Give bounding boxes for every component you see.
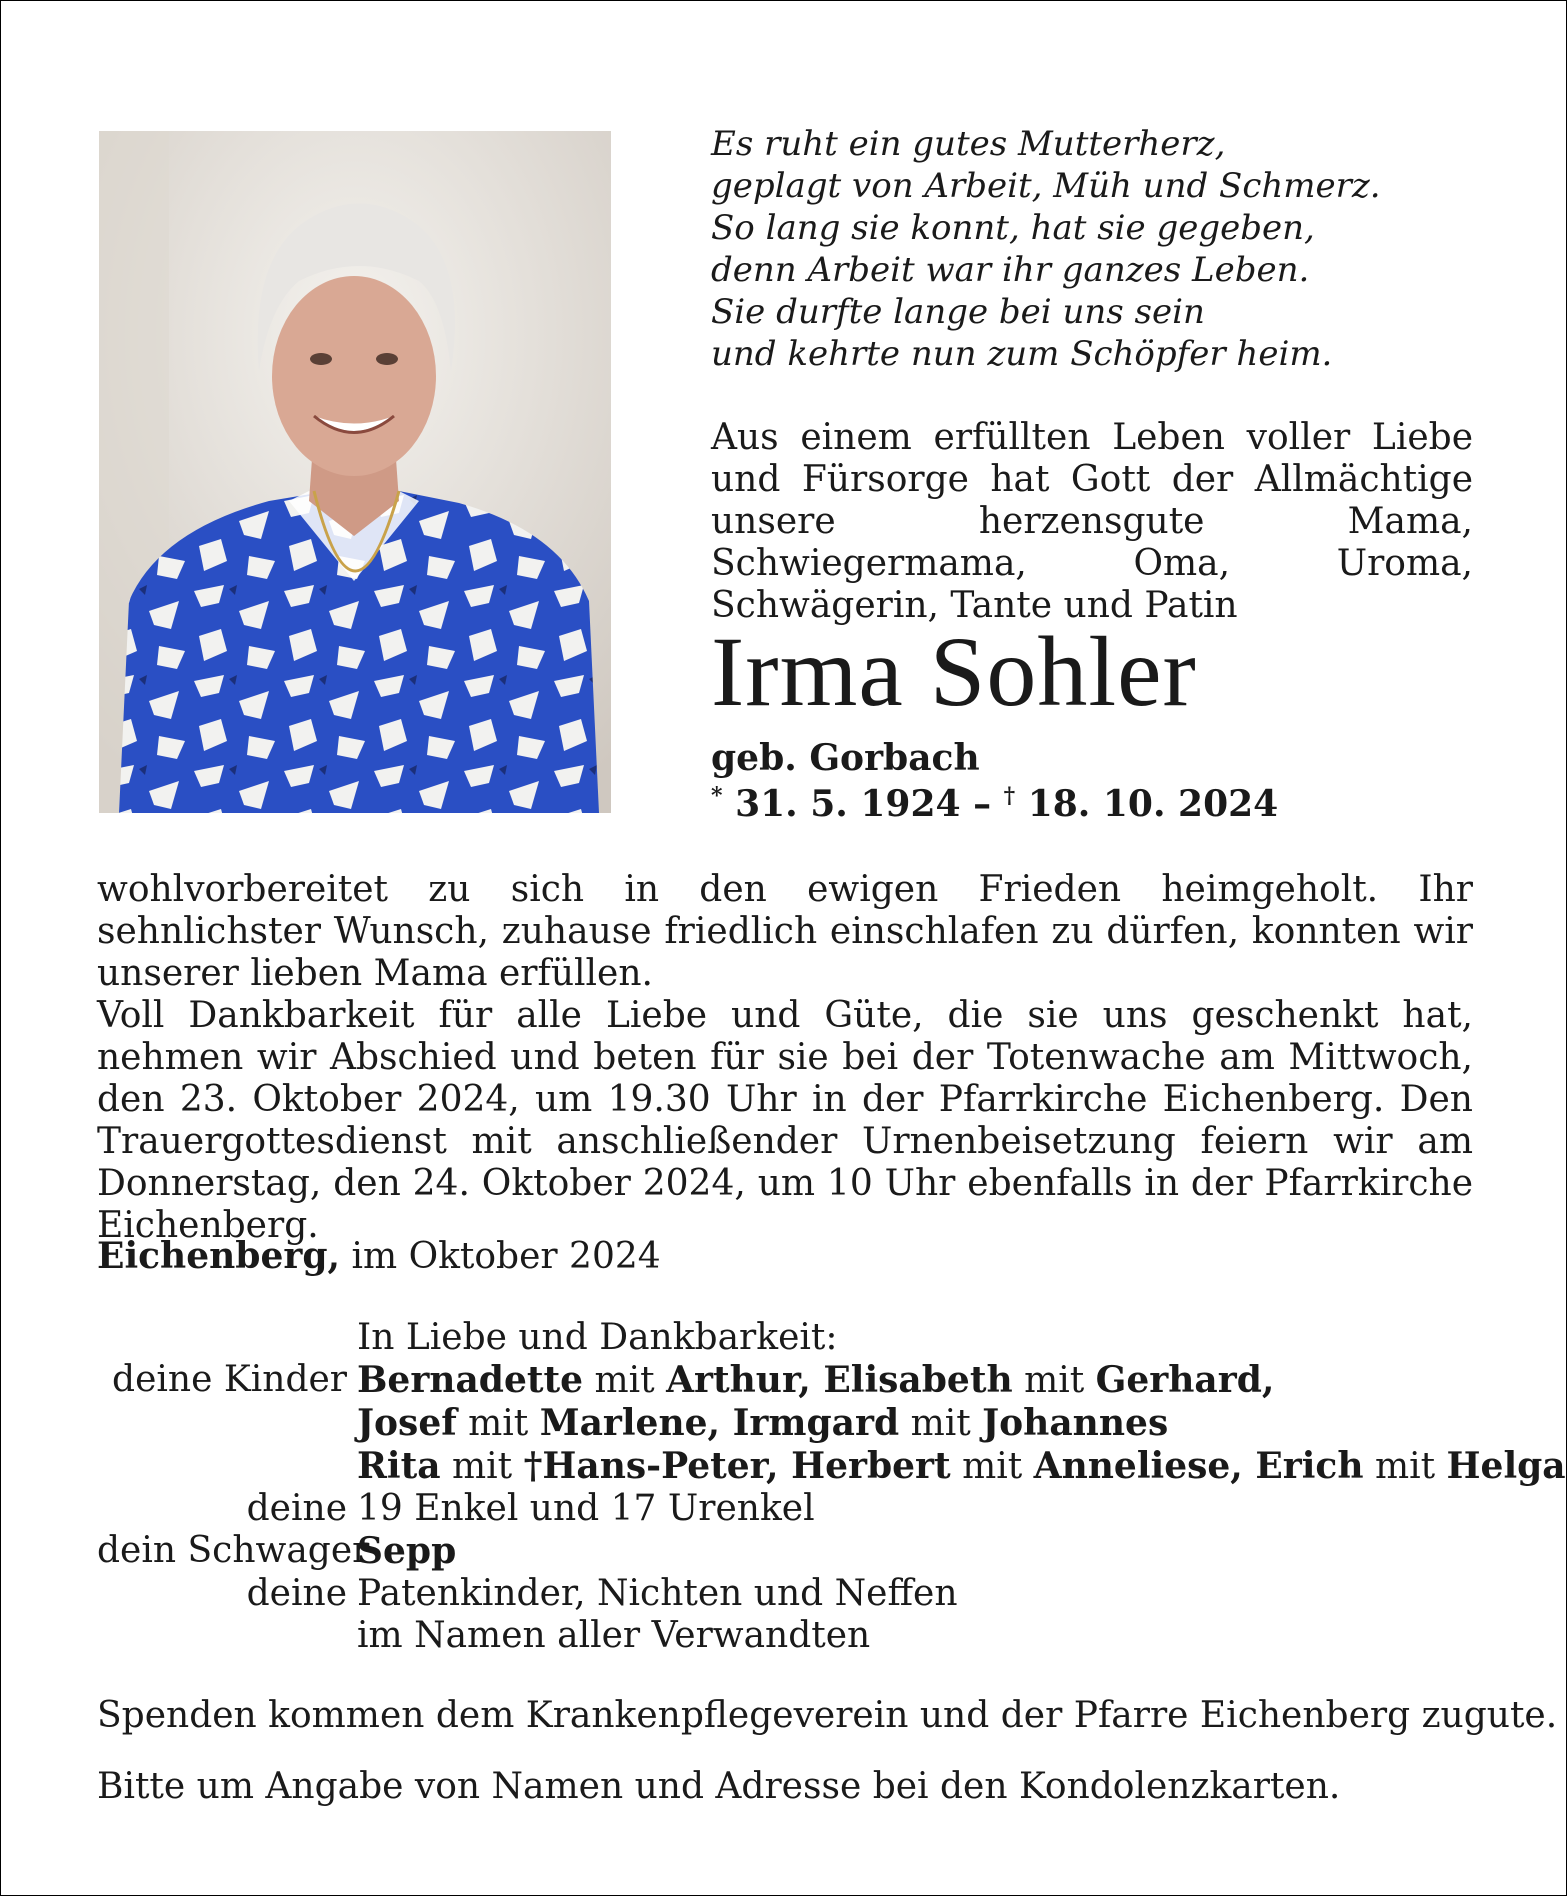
grandchildren-label: deine [246,1488,347,1529]
mourner-name: Arthur, Elisabeth [666,1359,1013,1401]
connector: mit [899,1403,983,1444]
birth-name: geb. Gorbach [711,737,980,779]
portrait-photo [99,131,611,813]
condolence-note: Bitte um Angabe von Namen und Adresse bei den Kondolenzkarten. [97,1766,1341,1807]
relatives-line: im Namen aller Verwandten [357,1615,871,1656]
poem-line: So lang sie konnt, hat sie gegeben, [711,208,1315,248]
brother-in-law-value [357,1530,456,1573]
place-date [97,1235,661,1278]
mourner-name: Helga [1446,1445,1566,1487]
body-text [97,869,1473,1247]
grandchildren-value: 19 Enkel und 17 Urenkel [357,1488,815,1529]
death-date: 18. 10. 2024 [1027,783,1279,825]
mourners-heading: In Liebe und Dankbarkeit: [357,1317,838,1358]
place-town: Eichenberg, [97,1235,341,1277]
poem [711,123,1511,375]
mourner-name: Marlene, Irmgard [539,1402,900,1444]
connector: mit [583,1360,667,1401]
connector: mit [456,1403,540,1444]
children-line [357,1445,1566,1488]
mourner-name: Rita [357,1445,441,1487]
mourner-name: Johannes [982,1402,1169,1444]
godchildren-value: Patenkinder, Nichten und Neffen [357,1573,958,1614]
birth-date: 31. 5. 1924 [735,783,961,825]
mourner-name: Bernadette [357,1359,584,1401]
intro-text: Aus einem erfüllten Leben voller Liebe und Fürsorge hat Gott der Allmächtige unsere herzensgute Mama, Schwiegermama, Oma, Uroma, Schwägerin, Tante und Patin [711,417,1473,626]
connector: mit [1363,1446,1447,1487]
donation-note: Spenden kommen dem Krankenpflegeverein und der Pfarre Eichenberg zugute. [97,1695,1558,1736]
mourner-name: Gerhard, [1095,1359,1275,1401]
deceased-name: Irma Sohler [711,616,1197,727]
mourner-name: †Hans-Peter, Herbert [523,1445,951,1487]
body-paragraph: wohlvorbereitet zu sich in den ewigen Frieden heimgeholt. Ihr sehnlichster Wunsch, zuhause friedlich einschlafen zu dürfen, konnten wir unserer lieben Mama erfüllen. [97,869,1473,994]
connector: mit [950,1446,1034,1487]
poem-line: geplagt von Arbeit, Müh und Schmerz. [711,166,1381,206]
poem-line: und kehrte nun zum Schöpfer heim. [711,334,1333,374]
mourner-name: Josef [357,1402,457,1444]
place-month: im Oktober 2024 [340,1236,661,1277]
connector: mit [440,1446,524,1487]
connector: mit [1012,1360,1096,1401]
poem-line: denn Arbeit war ihr ganzes Leben. [711,250,1310,290]
body-paragraph: Voll Dankbarkeit für alle Liebe und Güte, die sie uns geschenkt hat, nehmen wir Abschied und beten für sie bei der Totenwache am Mittwoch, den 23. Oktober 2024, um 19.30 Uhr in der Pfarrkirche Eichenberg. Den Trauergottesdienst mit anschließender Urnenbeisetzung feiern wir am Donnerstag, den 24. Oktober 2024, um 10 Uhr ebenfalls in der Pfarrkirche Eichenberg. [97,995,1473,1246]
mourner-name: Sepp [357,1530,457,1572]
children-line [357,1359,1274,1402]
life-dates [711,783,1278,825]
godchildren-label: deine [246,1573,347,1614]
poem-line: Sie durfte lange bei uns sein [711,292,1205,332]
birth-symbol: * [711,783,723,809]
dates-dash: – [960,783,1004,825]
children-label: deine Kinder [112,1359,347,1400]
brother-in-law-label: dein Schwager [97,1530,370,1571]
children-line [357,1402,1168,1445]
poem-line: Es ruht ein gutes Mutterherz, [711,124,1226,164]
death-symbol: † [1003,783,1016,809]
mourner-name: Anneliese, Erich [1033,1445,1364,1487]
mourners-list [97,1317,1566,1657]
